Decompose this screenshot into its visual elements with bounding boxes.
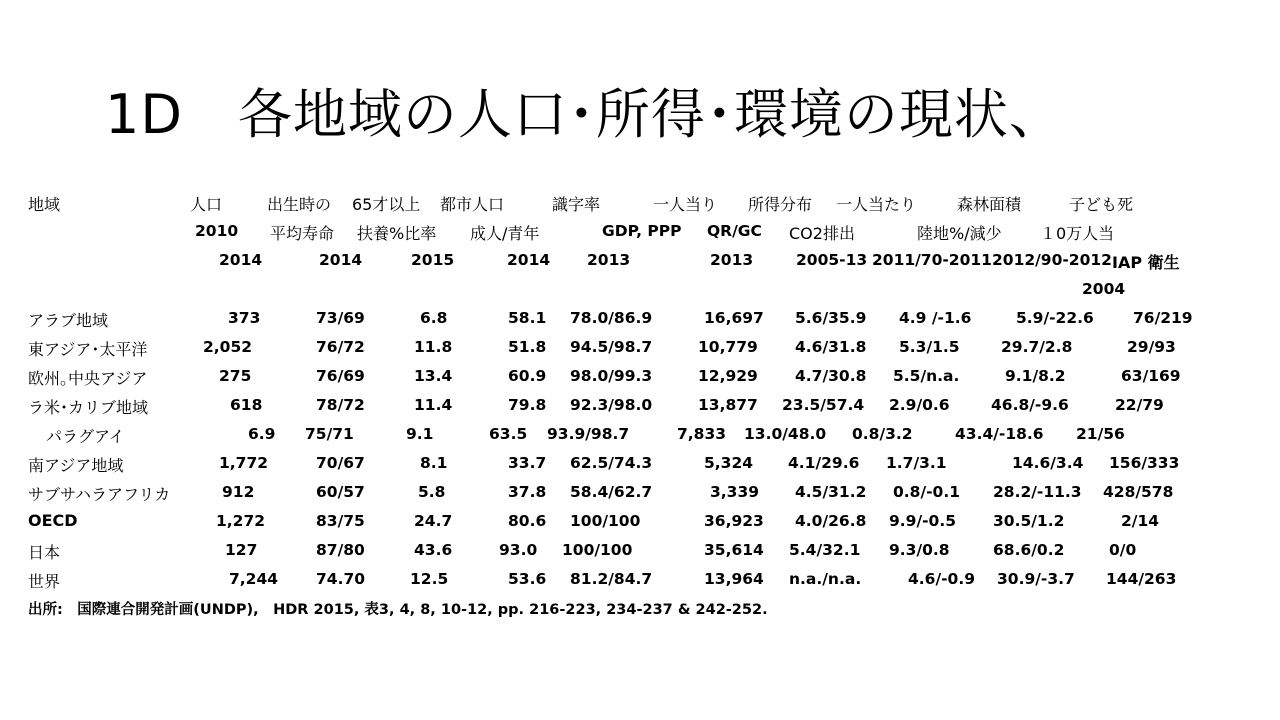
header-2-population-year: 2010 bbox=[195, 222, 239, 240]
table-cell: 428/578 bbox=[1103, 483, 1174, 501]
table-cell: 93.0 bbox=[499, 541, 538, 559]
table-cell: 0.8/-0.1 bbox=[893, 483, 961, 501]
table-cell: 14.6/3.4 bbox=[1012, 454, 1084, 472]
table-cell: 2,052 bbox=[203, 338, 253, 356]
table-cell: 63.5 bbox=[489, 425, 528, 443]
table-cell: 12,929 bbox=[698, 367, 758, 385]
table-cell: 4.6/-0.9 bbox=[908, 570, 976, 588]
table-cell: 23.5/57.4 bbox=[782, 396, 865, 414]
table-cell: 2.9/0.6 bbox=[889, 396, 950, 414]
row-region-name: 東アジア･太平洋 bbox=[28, 340, 148, 359]
table-cell: 58.1 bbox=[508, 309, 547, 327]
header-2-gdp: GDP, PPP bbox=[602, 222, 682, 240]
table-cell: 10,779 bbox=[698, 338, 758, 356]
table-cell: 373 bbox=[228, 309, 261, 327]
table-cell: 1,272 bbox=[216, 512, 266, 530]
table-cell: 21/56 bbox=[1076, 425, 1125, 443]
row-region-name: ラ米･カリブ地域 bbox=[28, 398, 149, 417]
table-cell: 13.0/48.0 bbox=[744, 425, 827, 443]
table-cell: 275 bbox=[219, 367, 252, 385]
table-cell: 4.0/26.8 bbox=[795, 512, 867, 530]
table-cell: 100/100 bbox=[562, 541, 633, 559]
slide-title: 1D 各地域の人口･所得･環境の現状、 bbox=[105, 83, 1064, 146]
header-3-iap: IAP 衛生 bbox=[1112, 253, 1180, 272]
table-cell: 13,877 bbox=[698, 396, 758, 414]
header-literacy: 識字率 bbox=[552, 195, 601, 214]
row-region-name: サブサハラアフリカ bbox=[28, 485, 171, 504]
table-cell: 8.1 bbox=[420, 454, 448, 472]
table-cell: 62.5/74.3 bbox=[570, 454, 653, 472]
table-cell: 76/69 bbox=[316, 367, 365, 385]
table-cell: 618 bbox=[230, 396, 263, 414]
table-cell: 0.8/3.2 bbox=[852, 425, 913, 443]
table-cell: 4.6/31.8 bbox=[795, 338, 867, 356]
table-cell: 100/100 bbox=[570, 512, 641, 530]
table-cell: 4.5/31.2 bbox=[795, 483, 867, 501]
header-2-income-dist: QR/GC bbox=[707, 222, 762, 240]
table-cell: 80.6 bbox=[508, 512, 547, 530]
table-cell: 98.0/99.3 bbox=[570, 367, 653, 385]
table-cell: 68.6/0.2 bbox=[993, 541, 1065, 559]
header-life-expectancy: 出生時の bbox=[267, 195, 332, 214]
header-2-literacy: 成人/青年 bbox=[470, 224, 540, 243]
table-cell: 60/57 bbox=[316, 483, 365, 501]
table-cell: 83/75 bbox=[316, 512, 365, 530]
row-region-name: パラグアイ bbox=[46, 427, 125, 446]
table-cell: 78/72 bbox=[316, 396, 365, 414]
header-3-year: 2012/90-2012 bbox=[992, 251, 1112, 269]
table-cell: 16,697 bbox=[704, 309, 764, 327]
header-3-year: 2015 bbox=[411, 251, 455, 269]
table-cell: 11.4 bbox=[414, 396, 453, 414]
table-cell: 30.9/-3.7 bbox=[997, 570, 1075, 588]
header-2-life-expectancy: 平均寿命 bbox=[270, 224, 335, 243]
row-region-name: OECD bbox=[28, 511, 78, 530]
header-3-year: 2005-13 bbox=[796, 251, 868, 269]
header-2-co2: CO2排出 bbox=[789, 224, 855, 243]
table-cell: 76/219 bbox=[1133, 309, 1193, 327]
row-region-name: 日本 bbox=[28, 543, 61, 562]
table-cell: 94.5/98.7 bbox=[570, 338, 653, 356]
table-cell: 60.9 bbox=[508, 367, 547, 385]
header-3-year: 2014 bbox=[507, 251, 551, 269]
header-3-year: 2011/70-2011 bbox=[872, 251, 992, 269]
table-cell: 5.5/n.a. bbox=[893, 367, 960, 385]
row-region-name: 世界 bbox=[28, 572, 61, 591]
header-2-child-death: １0万人当 bbox=[1040, 224, 1115, 243]
table-cell: 79.8 bbox=[508, 396, 547, 414]
table-cell: 81.2/84.7 bbox=[570, 570, 653, 588]
table-cell: 156/333 bbox=[1109, 454, 1180, 472]
header-urban: 都市人口 bbox=[440, 195, 505, 214]
table-cell: 35,614 bbox=[704, 541, 764, 559]
table-cell: 73/69 bbox=[316, 309, 365, 327]
row-region-name: アラブ地域 bbox=[28, 311, 109, 330]
header-3-year: 2013 bbox=[587, 251, 631, 269]
table-cell: n.a./n.a. bbox=[789, 570, 862, 588]
table-cell: 9.1/8.2 bbox=[1005, 367, 1066, 385]
table-cell: 7,244 bbox=[229, 570, 279, 588]
row-region-name: 南アジア地域 bbox=[28, 456, 124, 475]
table-cell: 6.9 bbox=[248, 425, 276, 443]
source-note: 出所: 国際連合開発計画(UNDP), HDR 2015, 表3, 4, 8, 10-12, pp. 216-223, 234-237 & 242-252. bbox=[28, 602, 768, 618]
table-cell: 9.1 bbox=[406, 425, 434, 443]
table-cell: 36,923 bbox=[704, 512, 764, 530]
table-cell: 11.8 bbox=[414, 338, 453, 356]
table-cell: 3,339 bbox=[710, 483, 760, 501]
table-cell: 28.2/-11.3 bbox=[993, 483, 1082, 501]
header-co2: 一人当たり bbox=[836, 195, 917, 214]
table-cell: 9.9/-0.5 bbox=[889, 512, 957, 530]
table-cell: 7,833 bbox=[677, 425, 727, 443]
table-cell: 5,324 bbox=[704, 454, 754, 472]
header-child-death: 子ども死 bbox=[1069, 195, 1134, 214]
table-cell: 5.9/-22.6 bbox=[1016, 309, 1094, 327]
table-cell: 43.4/-18.6 bbox=[955, 425, 1044, 443]
table-cell: 33.7 bbox=[508, 454, 547, 472]
table-cell: 5.3/1.5 bbox=[899, 338, 960, 356]
table-cell: 9.3/0.8 bbox=[889, 541, 950, 559]
table-cell: 29/93 bbox=[1127, 338, 1176, 356]
table-cell: 24.7 bbox=[414, 512, 453, 530]
table-cell: 46.8/-9.6 bbox=[991, 396, 1069, 414]
header-2-dependency: 扶養%比率 bbox=[357, 224, 437, 243]
table-cell: 12.5 bbox=[410, 570, 449, 588]
header-3-year: 2014 bbox=[319, 251, 363, 269]
table-cell: 5.4/32.1 bbox=[789, 541, 861, 559]
table-cell: 76/72 bbox=[316, 338, 365, 356]
table-cell: 78.0/86.9 bbox=[570, 309, 653, 327]
table-cell: 43.6 bbox=[414, 541, 453, 559]
table-cell: 29.7/2.8 bbox=[1001, 338, 1073, 356]
header-population: 人口 bbox=[190, 195, 223, 214]
table-cell: 2/14 bbox=[1121, 512, 1160, 530]
header-3-year: 2014 bbox=[219, 251, 263, 269]
table-cell: 1,772 bbox=[219, 454, 269, 472]
table-cell: 144/263 bbox=[1106, 570, 1177, 588]
table-cell: 51.8 bbox=[508, 338, 547, 356]
table-cell: 13.4 bbox=[414, 367, 453, 385]
table-cell: 912 bbox=[222, 483, 255, 501]
table-cell: 70/67 bbox=[316, 454, 365, 472]
row-region-name: 欧州｡中央アジア bbox=[28, 369, 148, 388]
table-cell: 63/169 bbox=[1121, 367, 1181, 385]
header-dependency: 65才以上 bbox=[352, 195, 421, 214]
table-cell: 74.70 bbox=[316, 570, 366, 588]
table-cell: 4.1/29.6 bbox=[788, 454, 860, 472]
header-income-dist: 所得分布 bbox=[748, 195, 813, 214]
table-cell: 22/79 bbox=[1115, 396, 1164, 414]
header-2-forest: 陸地%/減少 bbox=[917, 224, 1002, 243]
table-cell: 13,964 bbox=[704, 570, 764, 588]
table-cell: 0/0 bbox=[1109, 541, 1137, 559]
table-cell: 53.6 bbox=[508, 570, 547, 588]
table-cell: 93.9/98.7 bbox=[547, 425, 630, 443]
table-cell: 75/71 bbox=[305, 425, 354, 443]
header-region: 地域 bbox=[28, 195, 61, 214]
header-forest: 森林面積 bbox=[957, 195, 1022, 214]
table-cell: 1.7/3.1 bbox=[886, 454, 947, 472]
header-gdp: 一人当り bbox=[653, 195, 718, 214]
table-cell: 4.9 /-1.6 bbox=[899, 309, 972, 327]
table-cell: 37.8 bbox=[508, 483, 547, 501]
table-cell: 5.8 bbox=[418, 483, 446, 501]
table-cell: 127 bbox=[225, 541, 258, 559]
table-cell: 30.5/1.2 bbox=[993, 512, 1065, 530]
table-cell: 58.4/62.7 bbox=[570, 483, 653, 501]
table-cell: 92.3/98.0 bbox=[570, 396, 653, 414]
header-3-year: 2013 bbox=[710, 251, 754, 269]
table-cell: 5.6/35.9 bbox=[795, 309, 867, 327]
table-cell: 87/80 bbox=[316, 541, 365, 559]
table-cell: 6.8 bbox=[420, 309, 448, 327]
header-4-year: 2004 bbox=[1082, 280, 1126, 298]
table-cell: 4.7/30.8 bbox=[795, 367, 867, 385]
